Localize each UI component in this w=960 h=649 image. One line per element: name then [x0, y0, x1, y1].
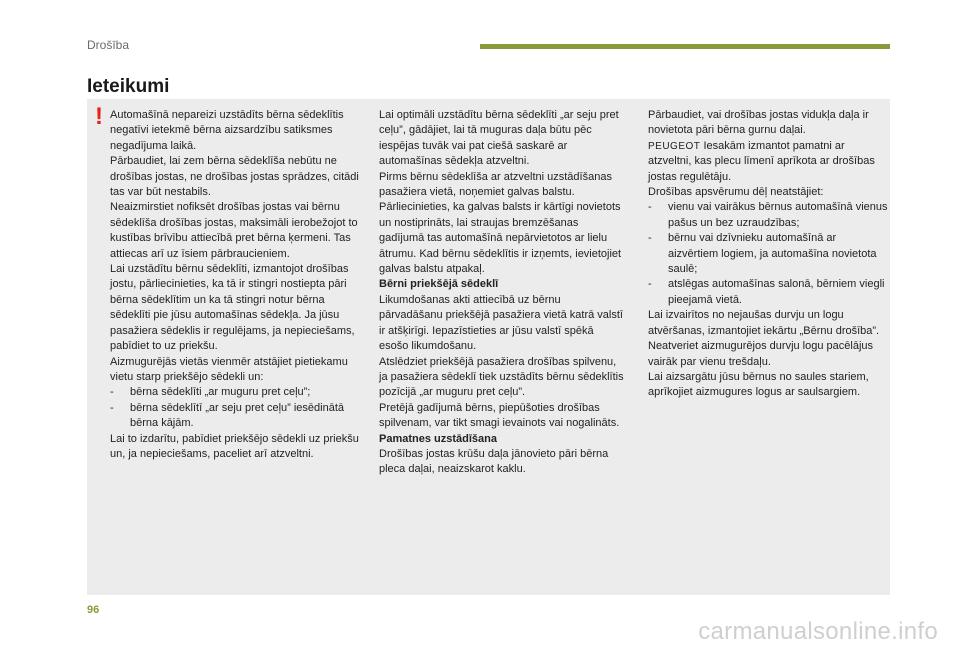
column-3	[648, 108, 888, 401]
paragraph: Drošības jostas krūšu daļa jānovieto pāri bērna pleca daļai, neaizskarot kaklu.	[379, 447, 609, 476]
exclamation-icon: !	[95, 103, 103, 130]
paragraph: Pārbaudiet, lai zem bērna sēdeklīša nebūtu ne drošības jostas, ne drošības jostas sprādzes, citādi tas var būt nestabils.	[110, 155, 359, 199]
paragraph: Neatveriet aizmugurējos durvju logu pacēlājus vairāk par vienu trešdaļu.	[648, 340, 874, 368]
list-item-text: bērna sēdeklīti „ar muguru pret ceļu”;	[130, 386, 311, 399]
paragraph: Pārliecinieties, ka galvas balsts ir kārtīgi novietots un nostiprināts, lai straujas bremzēšanas gadījumā tas automašīnā nepārvietotos ar lielu ātrumu. Kad bērnu sēdeklītis ir izņemts, ievietojiet galvas balstu atpakaļ.	[379, 201, 622, 276]
paragraph: Aizmugurējās vietās vienmēr atstājiet pietiekamu vietu starp priekšējo sēdekli un:	[110, 355, 348, 383]
paragraph: Lai aizsargātu jūsu bērnus no saules stariem, aprīkojiet aizmugures logus ar saulsargiem.	[648, 370, 869, 399]
list-item-text: bērnu vai dzīvnieku automašīnā ar aizvērtiem logiem, ja automašīna novietota saulē;	[668, 232, 877, 276]
subheading-children-front-seat: Bērni priekšējā sēdeklī	[379, 278, 499, 291]
paragraph-text: Iesakām izmantot pamatni ar atzveltni, kas plecu līmenī aprīkota ar drošības jostas regulētāju.	[648, 139, 875, 183]
list-dash: -	[648, 232, 652, 245]
paragraph: Pretējā gadījumā bērns, piepūšoties drošības spilvenam, var tikt smagi ievainots vai nogalināts.	[379, 401, 620, 430]
paragraph: Lai uzstādītu bērnu sēdeklīti, izmantojot drošības jostu, pārliecinieties, ka tā ir stingri nostiepta pāri bērna sēdeklītim un ka tā stingri notur bērna sēdeklīti pie jūsu automašīnas sēdekļa. Ja jūsu pasažiera sēdeklis ir regulējams, ja nepieciešams, pabīdiet to uz priekšu.	[110, 263, 355, 353]
paragraph: Lai optimāli uzstādītu bērna sēdeklīti „ar seju pret ceļu”, gādājiet, lai tā muguras daļa būtu pēc iespējas tuvāk vai pat ciešā saskarē ar automašīnas sēdekļa atzveltni.	[379, 109, 619, 168]
paragraph: Lai to izdarītu, pabīdiet priekšējo sēdekli uz priekšu un, ja nepieciešams, paceliet arī atzveltni.	[110, 432, 359, 460]
list-item	[648, 200, 888, 231]
watermark: carmanualsonline.info	[698, 618, 938, 645]
paragraph: Pārbaudiet, vai drošības jostas vidukļa daļa ir novietota pāri bērna gurnu daļai.	[648, 109, 869, 137]
paragraph	[648, 139, 888, 185]
paragraph: Drošības apsvērumu dēļ neatstājiet:	[648, 186, 824, 199]
list-item	[110, 385, 360, 400]
list-dash: -	[648, 201, 652, 214]
column-1	[110, 108, 360, 462]
list-item-text: vienu vai vairākus bērnus automašīnā vienus pašus un bez uzraudzības;	[668, 201, 888, 229]
page-title: Ieteikumi	[87, 76, 170, 97]
section-title: Drošība	[87, 38, 130, 52]
list-item-text: atslēgas automašīnas salonā, bērniem viegli pieejamā vietā.	[668, 278, 885, 306]
page-number: 96	[87, 604, 100, 616]
list-item	[648, 231, 888, 277]
subheading-booster-installation: Pamatnes uzstādīšana	[379, 432, 497, 445]
brand-name: PEUGEOT	[648, 140, 701, 152]
column-2	[379, 108, 624, 478]
header-accent-bar	[480, 44, 890, 49]
paragraph: Atslēdziet priekšējā pasažiera drošības spilvenu, ja pasažiera sēdeklī tiek uzstādīts bērnu sēdeklītis pozīcijā „ar muguru pret ceļu”.	[379, 355, 624, 399]
list-dash: -	[110, 401, 114, 414]
list-item	[648, 277, 888, 308]
paragraph: Lai izvairītos no nejaušas durvju un logu atvēršanas, izmantojiet iekārtu „Bērnu drošība”.	[648, 309, 880, 337]
paragraph: Automašīnā nepareizi uzstādīts bērna sēdeklītis negatīvi ietekmē bērna aizsardzību satiksmes negadījuma laikā.	[110, 109, 344, 152]
paragraph: Pirms bērnu sēdeklīša ar atzveltni uzstādīšanas pasažiera vietā, noņemiet galvas balstu.	[379, 170, 612, 199]
list-dash: -	[110, 386, 114, 399]
list-dash: -	[648, 278, 652, 291]
list-item	[110, 401, 360, 432]
paragraph: Likumdošanas akti attiecībā uz bērnu pārvadāšanu priekšējā pasažiera vietā katrā valstī ir atšķirīgi. Iepazīstieties ar jūsu valstī spēkā esošo likumdošanu.	[379, 293, 623, 353]
paragraph: Neaizmirstiet nofiksēt drošības jostas vai bērnu sēdeklīša drošības jostas, maksimāli ierobežojot to kustības brīvību attiecībā pret bērna ķermeni. Tas attiecas arī uz īsiem pārbraucieniem.	[110, 201, 358, 260]
list-item-text: bērna sēdeklītī „ar seju pret ceļu” iesēdinātā bērna kājām.	[130, 401, 345, 430]
